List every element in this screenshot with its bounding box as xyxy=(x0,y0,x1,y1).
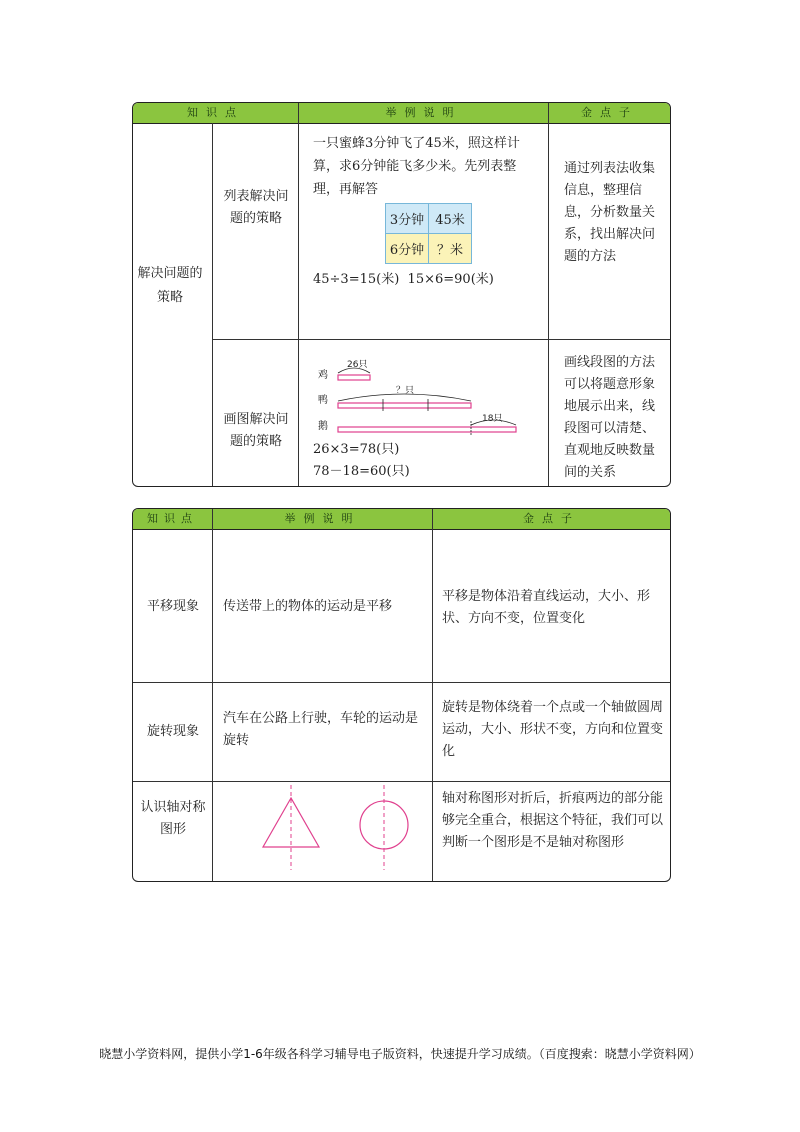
sub-topic-table-strategy: 列表解决问题的策略 xyxy=(223,189,289,226)
topic-axial-symmetry: 认识轴对称图形 xyxy=(140,800,206,837)
calc-line-2: 78－18=60(只) xyxy=(313,464,410,479)
grid-line xyxy=(432,509,433,882)
grid-line xyxy=(212,339,671,340)
info-mini-table xyxy=(385,203,472,264)
header-tip: 金点子 xyxy=(523,512,580,525)
mini-cell: ？米 xyxy=(429,234,472,264)
chicken-segment xyxy=(338,375,370,380)
chicken-count: 26只 xyxy=(347,360,368,370)
example-translation: 传送带上的物体的运动是平移 xyxy=(223,599,393,614)
line-segment-diagram xyxy=(301,353,546,438)
label-duck: 鸭 xyxy=(318,395,328,406)
header-example: 举例说明 xyxy=(385,106,462,119)
duck-count: ？只 xyxy=(396,386,415,396)
strategy-table xyxy=(132,102,671,487)
topic-rotation: 旋转现象 xyxy=(146,724,199,739)
grid-line xyxy=(133,682,671,683)
header-example: 举例说明 xyxy=(284,512,361,525)
mini-cell: 3分钟 xyxy=(386,204,429,234)
topic-translation: 平移现象 xyxy=(146,599,199,614)
duck-segment xyxy=(338,403,471,408)
tip-diagram-method: 画线段图的方法可以将题意形象地展示出来，线段图可以清楚、直观地反映数量间的关系 xyxy=(564,355,656,480)
mini-cell: 45米 xyxy=(429,204,472,234)
tip-rotation: 旋转是物体绕着一个点或一个轴做圆周运动，大小、形状不变，方向和位置变化 xyxy=(442,700,664,759)
calculation: 45÷3=15(米) 15×6=90(米) xyxy=(313,272,494,287)
tip-axial-symmetry: 轴对称图形对折后，折痕两边的部分能够完全重合，根据这个特征，我们可以判断一个图形是不是轴对称图形 xyxy=(442,791,664,850)
header-knowledge-point: 知识点 xyxy=(147,512,198,525)
tip-translation: 平移是物体沿着直线运动，大小、形状、方向不变，位置变化 xyxy=(442,589,651,626)
symmetry-shapes xyxy=(213,782,432,882)
grid-line xyxy=(298,103,299,487)
header-knowledge-point: 知识点 xyxy=(187,106,244,119)
grid-line xyxy=(212,123,213,487)
main-topic: 解决问题的策略 xyxy=(137,266,203,305)
sub-topic-diagram-strategy: 画图解决问题的策略 xyxy=(223,412,289,449)
mini-cell: 6分钟 xyxy=(386,234,429,264)
transformation-table xyxy=(132,508,671,882)
tip-list-method: 通过列表法收集信息，整理信息，分析数量关系，找出解决问题的方法 xyxy=(564,161,656,264)
footer-text: 晓慧小学资料网，提供小学1-6年级各科学习辅导电子版资料，快速提升学习成绩。（百度搜索：晓慧小学资料网） xyxy=(99,1047,701,1061)
label-goose: 鹅 xyxy=(318,421,328,432)
calc-line-1: 26×3=78(只) xyxy=(313,442,400,457)
goose-extra: 18只 xyxy=(482,414,503,424)
example-text: 一只蜜蜂3分钟飞了45米，照这样计算，求6分钟能飞多少米。先列表整理，再解答 xyxy=(313,136,520,197)
header-tip: 金点子 xyxy=(581,106,638,119)
goose-segment xyxy=(338,427,516,432)
example-rotation: 汽车在公路上行驶，车轮的运动是旋转 xyxy=(223,711,419,748)
label-chicken: 鸡 xyxy=(318,370,328,381)
grid-line xyxy=(548,103,549,487)
